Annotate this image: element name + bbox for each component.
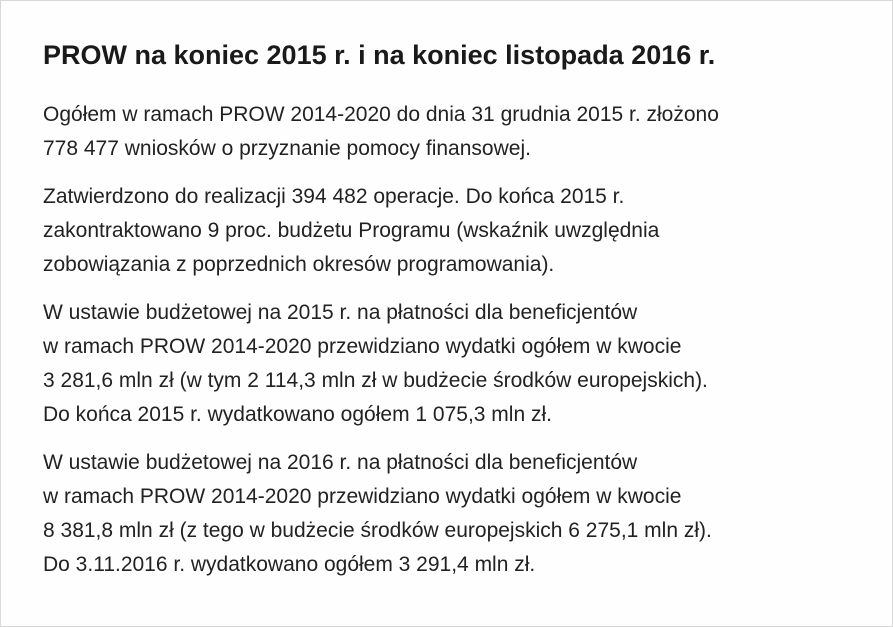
paragraph-line: Ogółem w ramach PROW 2014-2020 do dnia 31 grudnia 2015 r. złożono <box>43 103 719 126</box>
paragraph-line: w ramach PROW 2014-2020 przewidziano wydatki ogółem w kwocie <box>43 335 682 358</box>
paragraph-submissions <box>43 98 873 166</box>
paragraph-line: w ramach PROW 2014-2020 przewidziano wydatki ogółem w kwocie <box>43 485 682 508</box>
paragraph-line: 778 477 wniosków o przyznanie pomocy finansowej. <box>43 137 531 160</box>
paragraph-line: zakontraktowano 9 proc. budżetu Programu (wskaźnik uwzględnia <box>43 219 660 242</box>
paragraph-line: zobowiązania z poprzednich okresów programowania). <box>43 253 555 276</box>
paragraph-budget-2016 <box>43 446 873 582</box>
paragraph-line: W ustawie budżetowej na 2015 r. na płatności dla beneficjentów <box>43 301 638 324</box>
paragraph-line: 8 381,8 mln zł (z tego w budżecie środków europejskich 6 275,1 mln zł). <box>43 519 712 542</box>
paragraph-line: Do 3.11.2016 r. wydatkowano ogółem 3 291,4 mln zł. <box>43 553 536 576</box>
article-title: PROW na koniec 2015 r. i na koniec listopada 2016 r. <box>43 40 716 70</box>
paragraph-line: W ustawie budżetowej na 2016 r. na płatności dla beneficjentów <box>43 451 638 474</box>
paragraph-approved-operations <box>43 180 873 282</box>
article-content <box>43 35 873 582</box>
paragraph-line: 3 281,6 mln zł (w tym 2 114,3 mln zł w budżecie środków europejskich). <box>43 369 708 392</box>
paragraph-line: Zatwierdzono do realizacji 394 482 operacje. Do końca 2015 r. <box>43 185 625 208</box>
paragraph-line: Do końca 2015 r. wydatkowano ogółem 1 075,3 mln zł. <box>43 403 552 426</box>
paragraph-budget-2015 <box>43 296 873 432</box>
